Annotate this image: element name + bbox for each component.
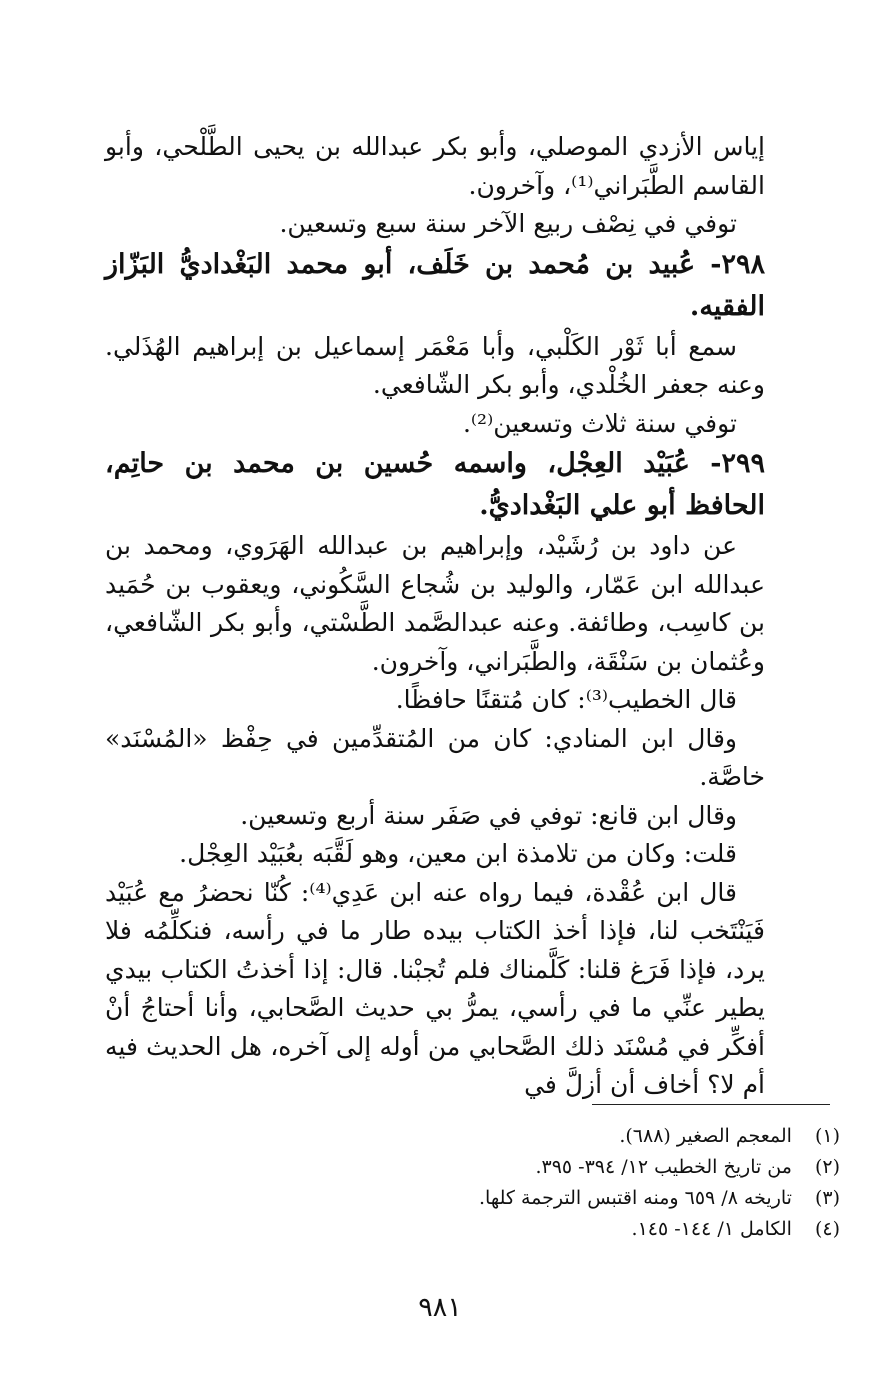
footnote-number: (١) — [814, 1125, 840, 1147]
footnote-3 — [300, 1183, 840, 1214]
footnote-text: المعجم الصغير (٦٨٨). — [619, 1125, 792, 1147]
paragraph: وقال ابن المنادي: كان من المُتقدِّمين في حِفْظ «المُسْنَد» خاصَّة. — [105, 723, 765, 791]
footnote-text: تاريخه ٨/ ٦٥٩ ومنه اقتبس الترجمة كلها. — [479, 1187, 792, 1209]
footnote-2 — [300, 1152, 840, 1183]
footnote-1 — [300, 1121, 840, 1152]
paragraph: وقال ابن قانع: توفي في صَفَر سنة أربع وتسعين. — [240, 800, 737, 830]
paragraph: قلت: وكان من تلامذة ابن معين، وهو لَقَّبَه بعُبَيْد العِجْل. — [179, 839, 737, 868]
footnote-number: (٢) — [814, 1156, 840, 1178]
paragraph: قال ابن عُقْدة، فيما رواه عنه ابن عَدِي⁽⁴⁾: كُنّا نحضرُ مع عُبَيْد فَيَنْتَخب لنا، فإذا أخذ الكتاب بيده طار ما في رأسه، فنكلِّمُه فلا يرد، فإذا فَرَغ قلنا: كَلَّمناك فلم تُجبْنا. قال: إذا أخذتُ الكتاب بيدي يطير عنِّي ما في رأسي، يمرُّ بي حديث الصَّحابي، وأنا أحتاجُ أنْ أفكِّر في مُسْنَد ذلك الصَّحابي من أوله إلى آخره، هل الحديث فيه أم لا؟ أخاف أن أزلَّ في — [105, 877, 765, 1099]
main-text — [105, 128, 765, 1105]
footnote-divider — [592, 1104, 830, 1105]
paragraph: عن داود بن رُشَيْد، وإبراهيم بن عبدالله الهَرَوي، ومحمد بن عبدالله ابن عَمّار، والوليد بن شُجاع السَّكُوني، ويعقوب بن حُمَيد بن كاسِب، وطائفة. وعنه عبدالصَّمد الطَّسْتي، وأبو بكر الشّافعي، وعُثمان بن سَنْقَة، والطَّبَراني، وآخرون. — [105, 531, 765, 676]
footnote-text: من تاريخ الخطيب ١٢/ ٣٩٤- ٣٩٥. — [535, 1156, 792, 1178]
footnotes — [300, 1121, 840, 1245]
paragraph: قال الخطيب⁽³⁾: كان مُتقنًا حافظًا. — [395, 685, 737, 714]
paragraph: سمع أبا ثَوْر الكَلْبي، وأبا مَعْمَر إسماعيل بن إبراهيم الهُذَلي. وعنه جعفر الخُلْدي، وأبو بكر الشّافعي. — [105, 331, 765, 399]
footnote-text: الكامل ١/ ١٤٤- ١٤٥. — [631, 1218, 792, 1240]
page-number: ٩٨١ — [418, 1292, 462, 1323]
footnote-number: (٣) — [814, 1187, 840, 1209]
paragraph: إياس الأزدي الموصلي، وأبو بكر عبدالله بن يحيى الطَّلْحي، وأبو القاسم الطَّبَراني⁽¹⁾، وآخرون. — [105, 132, 765, 200]
entry-heading-298: ٢٩٨- عُبيد بن مُحمد بن خَلَف، أبو محمد البَغْداديُّ البَزّاز الفقيه. — [105, 248, 765, 322]
footnote-number: (٤) — [814, 1218, 840, 1240]
paragraph: توفي في نِصْف ربيع الآخر سنة سبع وتسعين. — [279, 209, 737, 238]
paragraph: توفي سنة ثلاث وتسعين⁽²⁾. — [462, 408, 737, 438]
entry-heading-299: ٢٩٩- عُبَيْد العِجْل، واسمه حُسين بن محمد بن حاتِم، الحافظ أبو علي البَغْداديُّ. — [105, 448, 765, 521]
footnote-4 — [300, 1214, 840, 1245]
